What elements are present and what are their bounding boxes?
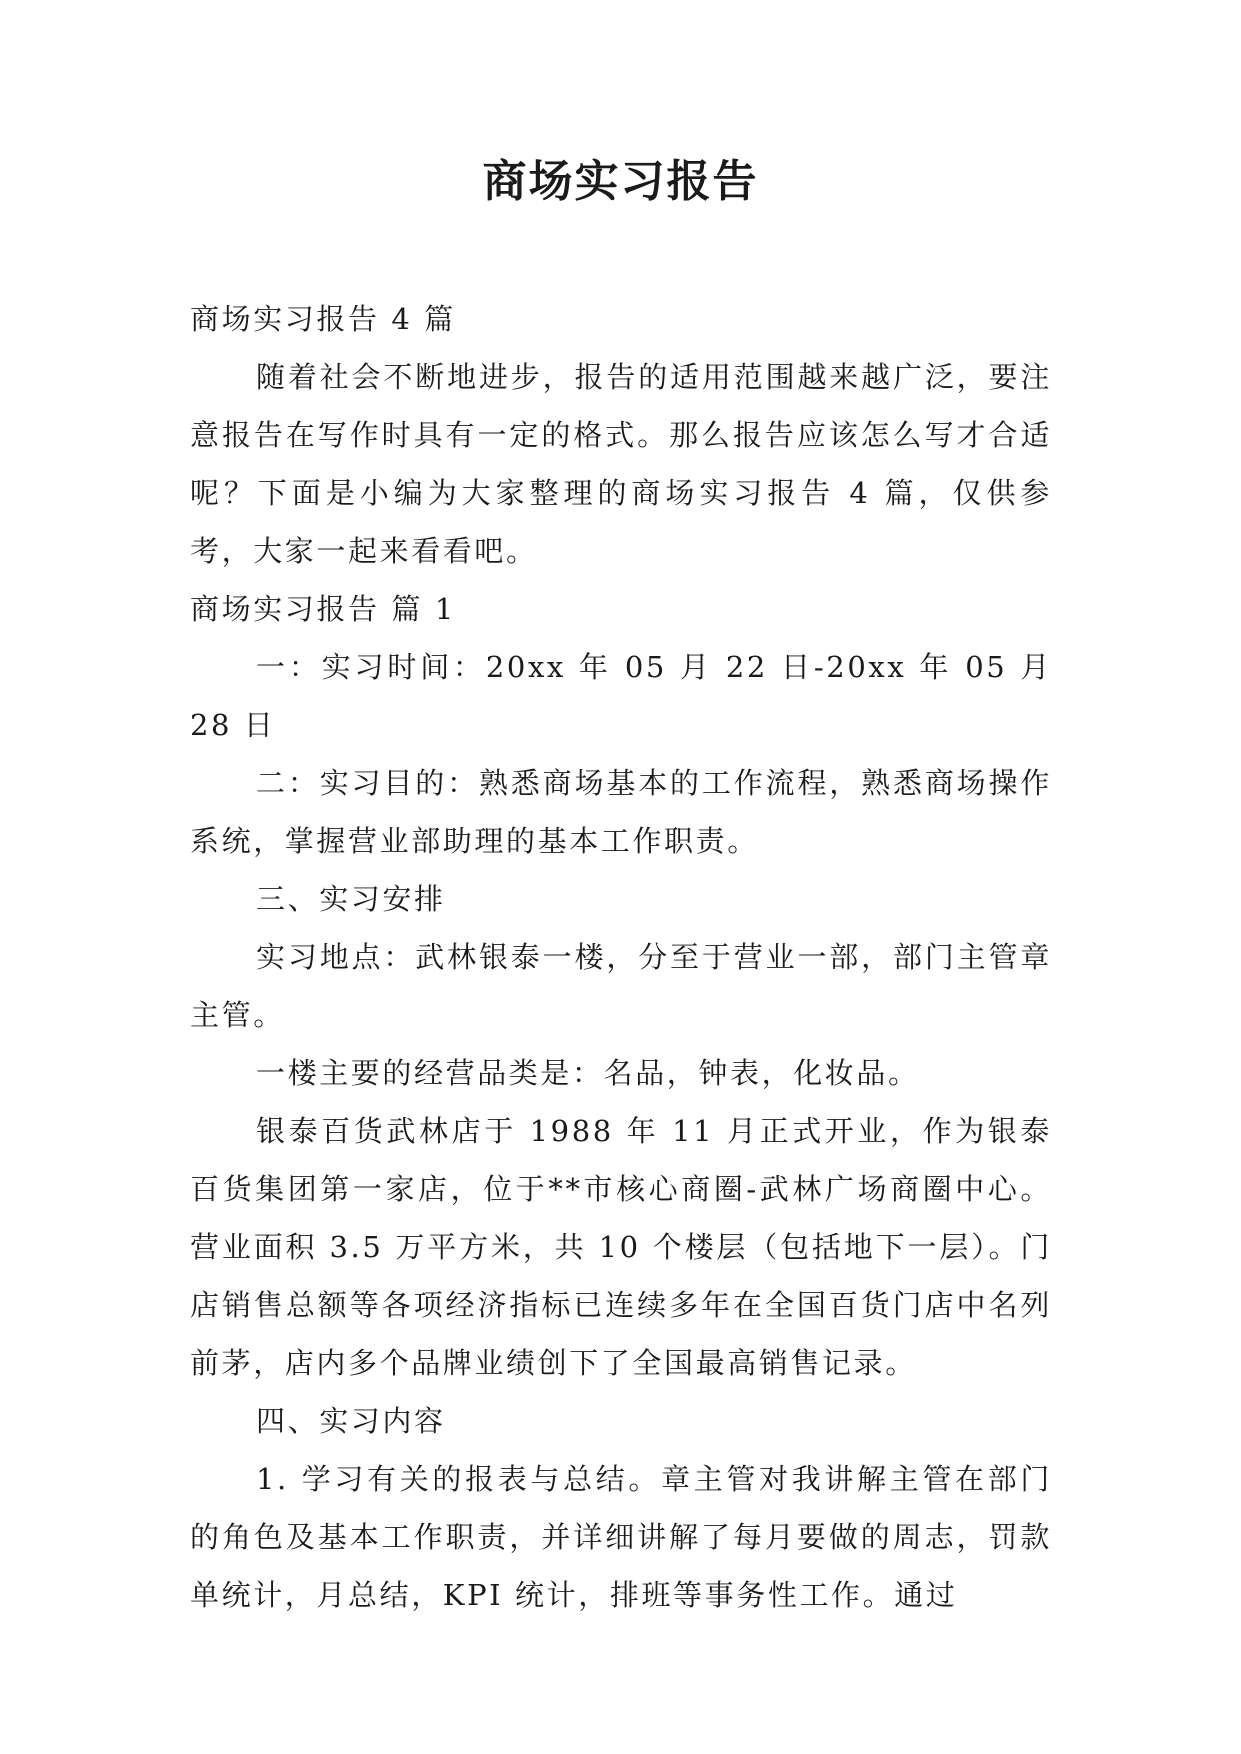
body-paragraph: 四、实习内容 [256, 1404, 446, 1438]
intro-paragraph: 随着社会不断地进步，报告的适用范围越来越广泛，要注意报告在写作时具有一定的格式。那么报告应该怎么写才合适呢？下面是小编为大家整理的商场实习报告 4 篇，仅供参考，大家一起来看看吧。 [190, 360, 1052, 568]
body-paragraph: 三、实习安排 [256, 882, 446, 916]
body-paragraph: 实习地点：武林银泰一楼，分至于营业一部，部门主管章主管。 [190, 940, 1052, 1032]
subtitle-paragraph: 商场实习报告 4 篇 [190, 302, 456, 336]
body-paragraph: 一：实习时间：20xx 年 05 月 22 日-20xx 年 05 月 28 日 [190, 650, 1052, 742]
section-heading: 商场实习报告 篇 1 [190, 592, 456, 626]
document-title: 商场实习报告 [482, 156, 759, 207]
body-paragraph: 二：实习目的：熟悉商场基本的工作流程，熟悉商场操作系统，掌握营业部助理的基本工作职责。 [190, 766, 1052, 858]
body-paragraph: 银泰百货武林店于 1988 年 11 月正式开业，作为银泰百货集团第一家店，位于**市核心商圈-武林广场商圈中心。营业面积 3.5 万平方米，共 10 个楼层（包括地下一层）。门店销售总额等各项经济指标已连续多年在全国百货门店中名列前茅，店内多个品牌业绩创下了全国最高销售记录。 [190, 1114, 1052, 1380]
body-paragraph: 1. 学习有关的报表与总结。章主管对我讲解主管在部门的角色及基本工作职责，并详细讲解了每月要做的周志，罚款单统计，月总结，KPI 统计，排班等事务性工作。通过 [190, 1462, 1052, 1612]
document-body [190, 290, 1052, 1624]
body-paragraph: 一楼主要的经营品类是：名品，钟表，化妆品。 [256, 1056, 920, 1090]
